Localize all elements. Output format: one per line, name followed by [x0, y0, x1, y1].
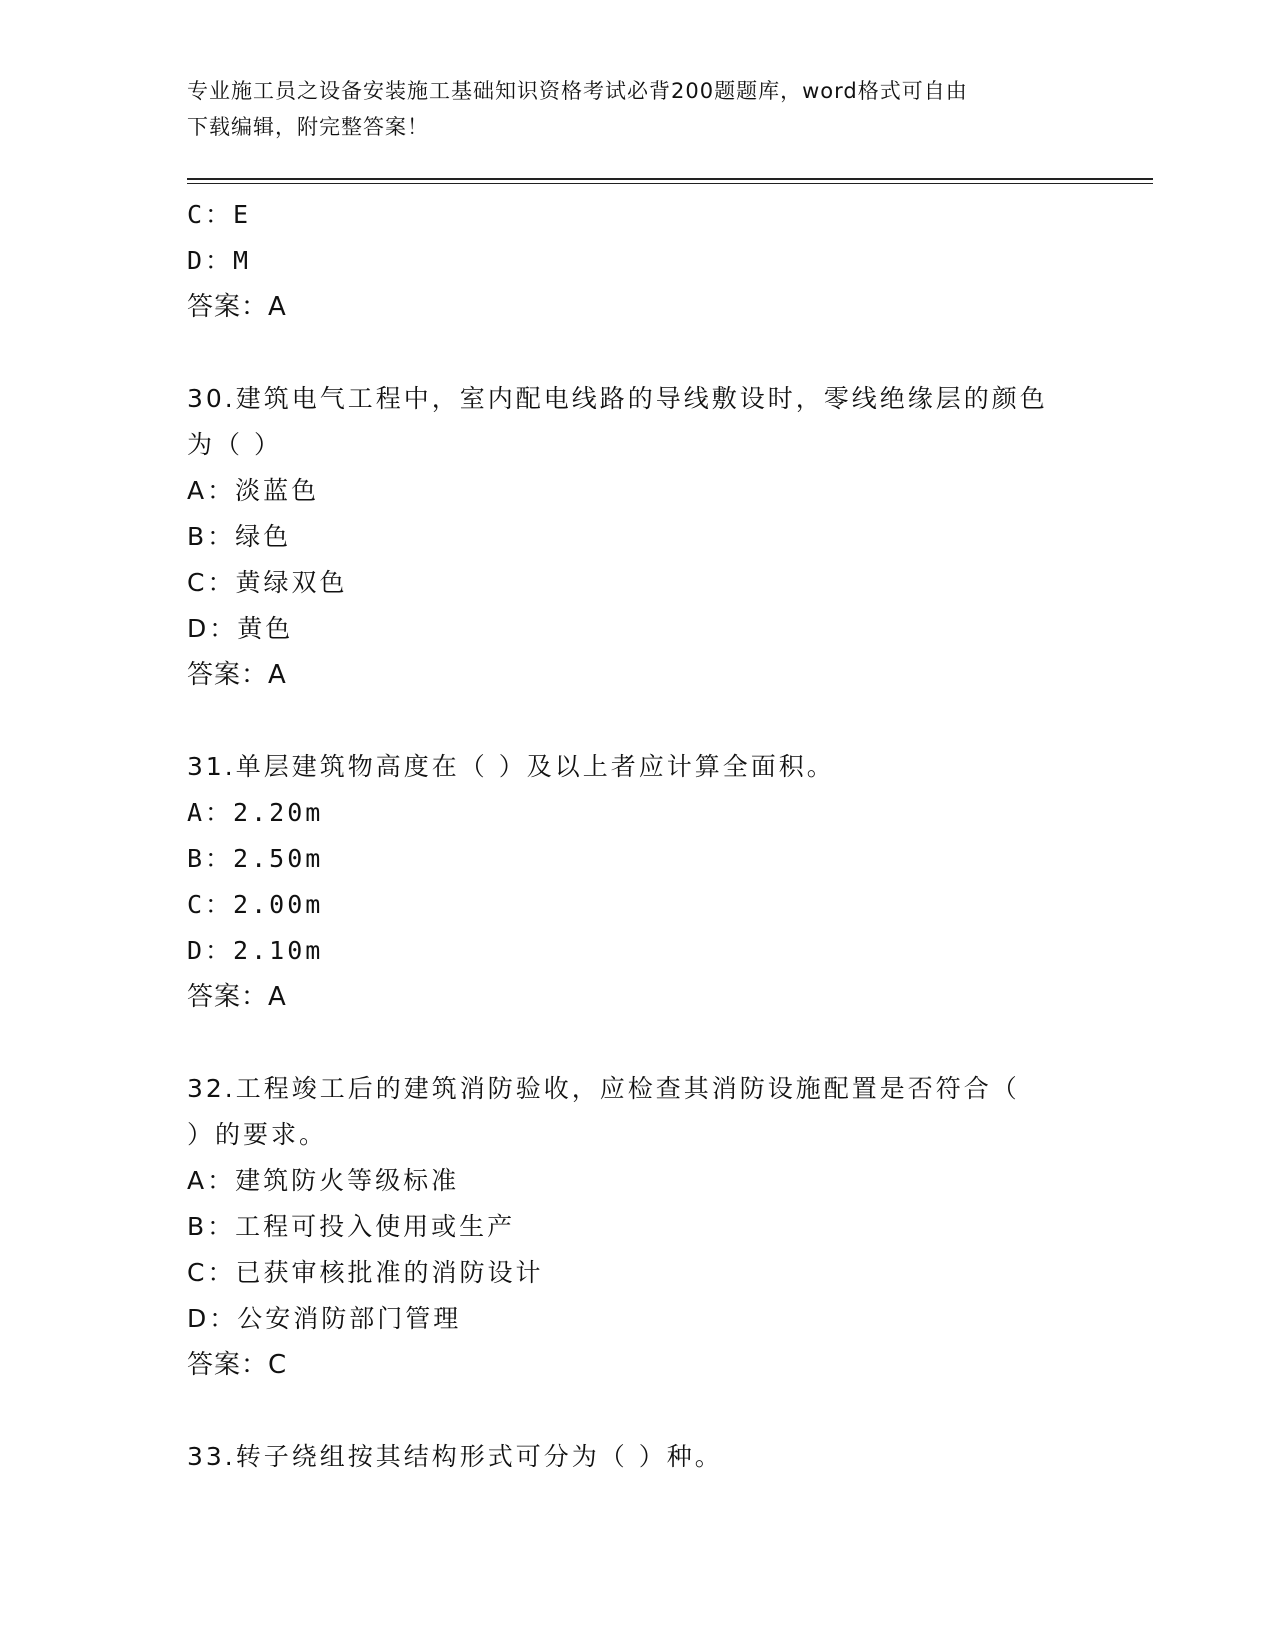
header-divider-thin — [187, 183, 1153, 184]
option-a: A：2.20m — [187, 798, 324, 827]
option-b: B：2.50m — [187, 844, 324, 873]
question-text-line-1: 31.单层建筑物高度在（ ）及以上者应计算全面积。 — [187, 752, 835, 781]
question-30 — [187, 376, 1153, 698]
option-b: B：工程可投入使用或生产 — [187, 1212, 516, 1241]
question-29-tail — [187, 192, 1153, 330]
question-text — [187, 1434, 1087, 1480]
question-text-line-1: 30.建筑电气工程中，室内配电线路的导线敷设时，零线绝缘层的颜色 — [187, 384, 1048, 413]
answer-line: 答案：A — [187, 660, 287, 690]
header-title-line-2: 下载编辑，附完整答案！ — [187, 115, 429, 139]
option-d: D：M — [187, 246, 252, 275]
question-32 — [187, 1066, 1153, 1388]
header-divider-thick — [187, 178, 1153, 180]
option-d: D：黄色 — [187, 614, 294, 643]
option-d: D：2.10m — [187, 936, 324, 965]
question-text — [187, 744, 1087, 790]
option-c: C：E — [187, 200, 252, 229]
option-c: C：已获审核批准的消防设计 — [187, 1258, 544, 1287]
option-b: B：绿色 — [187, 522, 292, 551]
question-33 — [187, 1434, 1153, 1480]
question-31 — [187, 744, 1153, 1020]
option-c: C：2.00m — [187, 890, 324, 919]
answer-line: 答案：A — [187, 982, 287, 1012]
answer-line: 答案：A — [187, 292, 287, 322]
option-d: D：公安消防部门管理 — [187, 1304, 462, 1333]
question-text — [187, 376, 1087, 468]
option-a: A：建筑防火等级标准 — [187, 1166, 460, 1195]
answer-line: 答案：C — [187, 1350, 288, 1380]
question-text-line-2: 为（ ） — [187, 430, 282, 459]
header-title-line-1: 专业施工员之设备安装施工基础知识资格考试必背200题题库，word格式可自由 — [187, 79, 968, 103]
question-text — [187, 1066, 1087, 1158]
question-text-line-1: 32.工程竣工后的建筑消防验收，应检查其消防设施配置是否符合（ — [187, 1074, 1020, 1103]
question-text-line-1: 33.转子绕组按其结构形式可分为（ ）种。 — [187, 1442, 723, 1471]
document-body — [187, 192, 1153, 1480]
question-text-line-2: ）的要求。 — [187, 1120, 328, 1149]
document-header — [187, 73, 1087, 145]
option-a: A：淡蓝色 — [187, 476, 320, 505]
option-c: C：黄绿双色 — [187, 568, 348, 597]
